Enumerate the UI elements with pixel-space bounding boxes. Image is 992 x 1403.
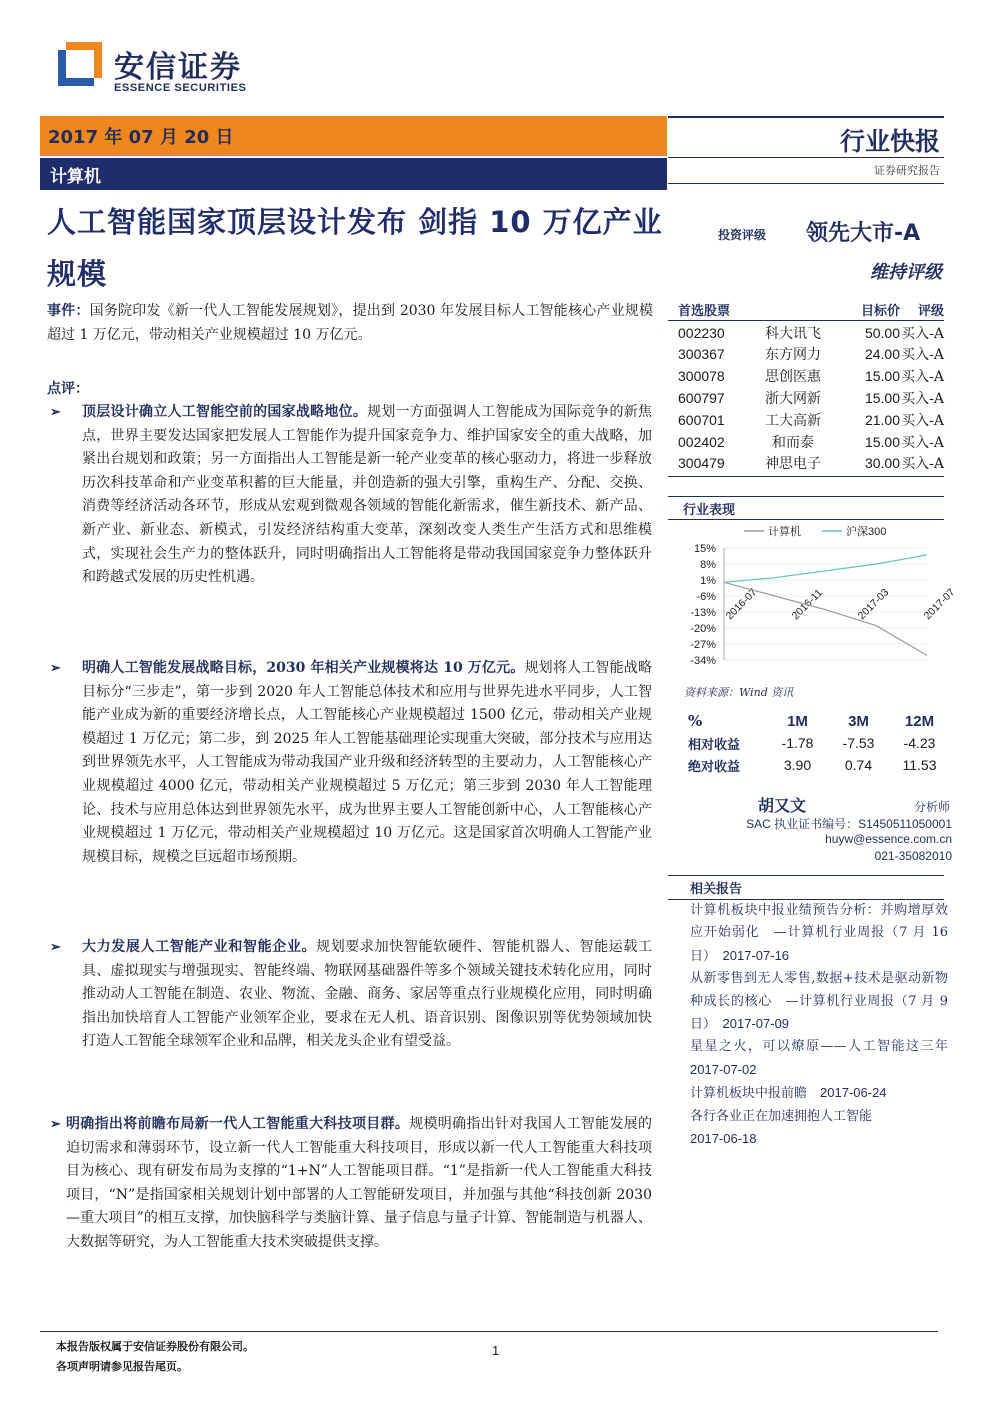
cell-value: -1.78 bbox=[781, 735, 814, 751]
stock-name: 工大高新 bbox=[765, 412, 821, 429]
stock-name: 东方网力 bbox=[765, 347, 821, 364]
report-subtype: 证券研究报告 bbox=[874, 164, 940, 177]
bullet-icon: ➢ bbox=[50, 405, 61, 420]
bullet-icon: ➢ bbox=[50, 1117, 61, 1132]
logo-icon bbox=[58, 42, 102, 86]
chart-source: 资料来源：Wind 资讯 bbox=[684, 686, 794, 699]
related-date: 2017-07-09 bbox=[722, 1016, 790, 1032]
y-tick-label: -27% bbox=[690, 639, 716, 651]
footer-copyright: 本报告版权属于安信证券股份有限公司。 bbox=[56, 1340, 254, 1353]
table-row bbox=[672, 754, 950, 776]
divider bbox=[668, 496, 944, 497]
target-price: 21.00 bbox=[864, 411, 900, 428]
target-price: 24.00 bbox=[864, 346, 900, 363]
y-tick-label: -13% bbox=[690, 607, 716, 619]
stock-table bbox=[672, 299, 950, 474]
report-title: 人工智能国家顶层设计发布 剑指 10 万亿产业规模 bbox=[47, 205, 663, 291]
section-text: 规模明确指出针对我国人工智能发展的迫切需求和薄弱环节，设立新一代人工智能重大科技项目，形成以新一代人工智能重大科技项目为核心、现有研发布局为支撑的“1+N”人工智能项目群。“1”是指新一代人工智能重大科技项目，“N”是指国家相关规划计划中部署的人工智能研发项目，并加强与其他“科技创新 2030—重大项目”的相互支撑，加快脑科学与类脑计算、量子信息与量子计算、智能制造与机器人、大数据等研究，为人工智能重大技术突破提供支撑。 bbox=[66, 1116, 653, 1250]
section-lead: 大力发展人工智能产业和智能企业。 bbox=[82, 939, 317, 955]
target-price: 15.00 bbox=[864, 390, 900, 407]
bullet-icon: ➢ bbox=[50, 940, 61, 955]
header-rating: 评级 bbox=[917, 304, 944, 320]
brand-name-en: ESSENCE SECURITIES bbox=[114, 82, 247, 94]
section-lead: 顶层设计确立人工智能空前的国家战略地位。 bbox=[82, 404, 368, 420]
stock-rating: 买入-A bbox=[901, 434, 944, 451]
x-tick-label: 2016-11 bbox=[789, 586, 825, 623]
report-type: 行业快报 bbox=[839, 127, 940, 156]
stock-table-header bbox=[672, 299, 950, 321]
list-item[interactable] bbox=[690, 1082, 948, 1105]
target-price: 30.00 bbox=[864, 455, 900, 472]
list-item[interactable] bbox=[690, 1106, 948, 1152]
cell-value: -4.23 bbox=[903, 735, 936, 751]
analyst-phone: 021-35082010 bbox=[874, 849, 952, 863]
table-row bbox=[672, 409, 950, 431]
footer-notice bbox=[56, 1337, 254, 1377]
stock-name: 科大讯飞 bbox=[765, 325, 821, 342]
stock-rating: 买入-A bbox=[901, 456, 944, 473]
analyst-email: huyw@essence.com.cn bbox=[825, 832, 952, 846]
page-number: 1 bbox=[492, 1343, 500, 1358]
event-label: 事件： bbox=[47, 303, 90, 319]
comment-label: 点评： bbox=[47, 381, 89, 397]
analyst-role: 分析师 bbox=[913, 800, 950, 814]
section-paragraph bbox=[82, 936, 652, 1054]
sector-bar bbox=[40, 158, 667, 190]
related-title: 星星之火，可以燎原——人工智能这三年 bbox=[690, 1039, 948, 1055]
related-title: 计算机板块中报前瞻 bbox=[690, 1086, 808, 1102]
y-tick-label: 1% bbox=[700, 575, 716, 587]
header-unit: % bbox=[688, 712, 703, 730]
row-label: 相对收益 bbox=[688, 737, 741, 753]
stock-rating: 买入-A bbox=[901, 391, 944, 408]
report-date: 2017 年 07 月 20 日 bbox=[48, 127, 234, 148]
x-tick-label: 2017-03 bbox=[855, 586, 892, 623]
divider bbox=[668, 116, 944, 118]
stock-rating: 买入-A bbox=[901, 412, 944, 429]
section-text: 规划一方面强调人工智能成为国际竞争的新焦点，世界主要发达国家把发展人工智能作为提升国家竞争力、维护国家安全的重大战略，加紧出台规划和政策；另一方面指出人工智能是新一轮产业变革的核心驱动力，将进一步释放历次科技革命和产业变革积蓄的巨大能量，并创造新的强大引擎，重构生产、分配、交换、消费等经济活动各环节，形成从宏观到微观各领域的智能化新需求，催生新技术、新产品、新产业、新业态、新模式，引发经济结构重大变革，深刻改变人类生产生活方式和思维模式，实现社会生产力的整体跃升，同时明确指出人工智能将是带动我国国家竞争力整体跃升和跨越式发展的历史性机遇。 bbox=[82, 404, 653, 586]
section-paragraph bbox=[66, 1113, 652, 1255]
table-row bbox=[672, 365, 950, 387]
cell-value: -7.53 bbox=[842, 735, 875, 751]
stock-code: 300479 bbox=[678, 455, 725, 472]
related-reports-list bbox=[690, 900, 948, 1151]
rating-label: 投资评级 bbox=[718, 228, 767, 242]
y-tick-label: 8% bbox=[700, 559, 716, 571]
stock-name: 思创医惠 bbox=[765, 369, 821, 386]
table-row bbox=[672, 344, 950, 366]
y-tick-label: 15% bbox=[693, 543, 716, 555]
brand-name: 安信证券 bbox=[114, 50, 242, 85]
related-date: 2017-06-18 bbox=[690, 1131, 757, 1147]
divider bbox=[668, 183, 944, 184]
table-header bbox=[672, 710, 950, 732]
section-title: 行业表现 bbox=[683, 503, 736, 518]
stock-name: 浙大网新 bbox=[765, 391, 821, 408]
industry-performance-chart bbox=[672, 520, 958, 680]
stock-code: 300367 bbox=[678, 346, 725, 363]
cell-value: 3.90 bbox=[783, 757, 812, 773]
table-row bbox=[672, 387, 950, 409]
table-row bbox=[672, 322, 950, 344]
stock-name: 神思电子 bbox=[765, 456, 821, 473]
footer-divider bbox=[40, 1331, 938, 1332]
bullet-icon: ➢ bbox=[50, 661, 61, 676]
divider bbox=[668, 476, 944, 477]
event-text: 国务院印发《新一代人工智能发展规划》，提出到 2030 年发展目标人工智能核心产业规模超过 1 万亿元，带动相关产业规模超过 10 万亿元。 bbox=[47, 303, 654, 343]
header-1m: 1M bbox=[787, 712, 808, 730]
stock-code: 600701 bbox=[678, 411, 725, 428]
y-tick-label: -20% bbox=[690, 623, 716, 635]
header-3m: 3M bbox=[848, 712, 869, 730]
table-row bbox=[672, 431, 950, 453]
target-price: 50.00 bbox=[864, 324, 900, 341]
legend-label: 计算机 bbox=[768, 526, 801, 538]
header-12m: 12M bbox=[904, 712, 935, 730]
legend-label: 沪深300 bbox=[846, 526, 887, 538]
stock-rating: 买入-A bbox=[901, 325, 944, 342]
performance-table bbox=[672, 710, 950, 776]
cell-value: 0.74 bbox=[844, 757, 873, 773]
footer-disclaimer: 各项声明请参见报告尾页。 bbox=[56, 1360, 188, 1373]
divider bbox=[668, 157, 944, 158]
stock-code: 002230 bbox=[678, 324, 725, 341]
section-text: 规划将人工智能战略目标分“三步走”，第一步到 2020 年人工智能总体技术和应用与世界先进水平同步，人工智能产业成为新的重要经济增长点，人工智能核心产业规模超过 1500 亿元，带动相关产业规模超过 1 万亿元；第二步，到 2025 年人工智能基础理论实现重大突破，部分技术与应用达到世界领先水平，人工智能成为带动我国产业升级和经济转型的主要动力，人工智能核心产业规模超过 4000 亿元，带动相关产业规模超过 5 万亿元；第三步到 2030 年人工智能理论、技术与应用总体达到世界领先水平，成为世界主要人工智能创新中心，人工智能核心产业规模超过 1 万亿元，带动相关产业规模超过 10 万亿元。这是国家首次明确人工智能产业规模目标，规模之巨远超市场预期。 bbox=[82, 660, 652, 865]
section-lead: 明确指出将前瞻布局新一代人工智能重大科技项目群。 bbox=[66, 1116, 410, 1132]
series-line bbox=[724, 555, 927, 582]
cell-value: 11.53 bbox=[902, 757, 937, 773]
section-paragraph bbox=[82, 401, 652, 590]
rating-value: 领先大市-A bbox=[806, 221, 921, 246]
list-item[interactable] bbox=[690, 1036, 948, 1082]
section-paragraph bbox=[82, 657, 652, 869]
stock-code: 600797 bbox=[678, 390, 725, 407]
stock-code: 300078 bbox=[678, 368, 725, 385]
rating-status: 维持评级 bbox=[870, 262, 942, 283]
stock-name: 和而泰 bbox=[772, 434, 814, 451]
divider bbox=[668, 875, 944, 876]
section-lead: 明确人工智能发展战略目标，2030 年相关产业规模将达 10 万亿元。 bbox=[82, 660, 525, 676]
related-date: 2017-06-24 bbox=[820, 1085, 887, 1101]
list-item[interactable] bbox=[690, 900, 948, 968]
list-item[interactable] bbox=[690, 968, 948, 1036]
stock-rating: 买入-A bbox=[901, 347, 944, 364]
header-target: 目标价 bbox=[860, 304, 900, 320]
related-date: 2017-07-02 bbox=[690, 1061, 757, 1077]
row-label: 绝对收益 bbox=[688, 759, 741, 775]
analyst-cert: SAC 执业证书编号：S1450511050001 bbox=[746, 817, 952, 831]
x-tick-label: 2016-07 bbox=[723, 586, 760, 623]
table-row bbox=[672, 732, 950, 754]
y-tick-label: -34% bbox=[690, 655, 716, 667]
related-title: 计算机板块中报业绩预告分析：并购增厚效应开始弱化 —计算机行业周报（7 月 16 日） bbox=[690, 903, 948, 964]
table-row bbox=[672, 453, 950, 475]
related-title: 各行各业正在加速拥抱人工智能 bbox=[690, 1108, 873, 1124]
target-price: 15.00 bbox=[864, 368, 900, 385]
x-tick-label: 2017-07 bbox=[921, 586, 958, 623]
section-text: 规划要求加快智能软硬件、智能机器人、智能运载工具、虚拟现实与增强现实、智能终端、物联网基础器件等多个领域关键技术转化应用，同时推动动人工智能在制造、农业、物流、金融、商务、家居等重点行业规模化应用，同时明确指出加快培育人工智能产业领军企业，要求在无人机、语音识别、图像识别等优势领域加快打造人工智能全球领军企业和品牌，相关龙头企业有望受益。 bbox=[82, 939, 653, 1050]
event-paragraph bbox=[47, 300, 653, 347]
header-stock: 首选股票 bbox=[678, 304, 731, 320]
related-title: 从新零售到无人零售,数据+技术是驱动新物种成长的核心 —计算机行业周报（7 月 9 日） bbox=[690, 971, 948, 1033]
section-title: 相关报告 bbox=[690, 882, 743, 897]
stock-rating: 买入-A bbox=[901, 369, 944, 386]
analyst-name: 胡又文 bbox=[758, 796, 807, 815]
sector-label: 计算机 bbox=[50, 167, 101, 187]
target-price: 15.00 bbox=[864, 433, 900, 450]
stock-code: 002402 bbox=[678, 433, 725, 450]
y-tick-label: -6% bbox=[696, 591, 716, 603]
related-date: 2017-07-16 bbox=[722, 947, 790, 963]
